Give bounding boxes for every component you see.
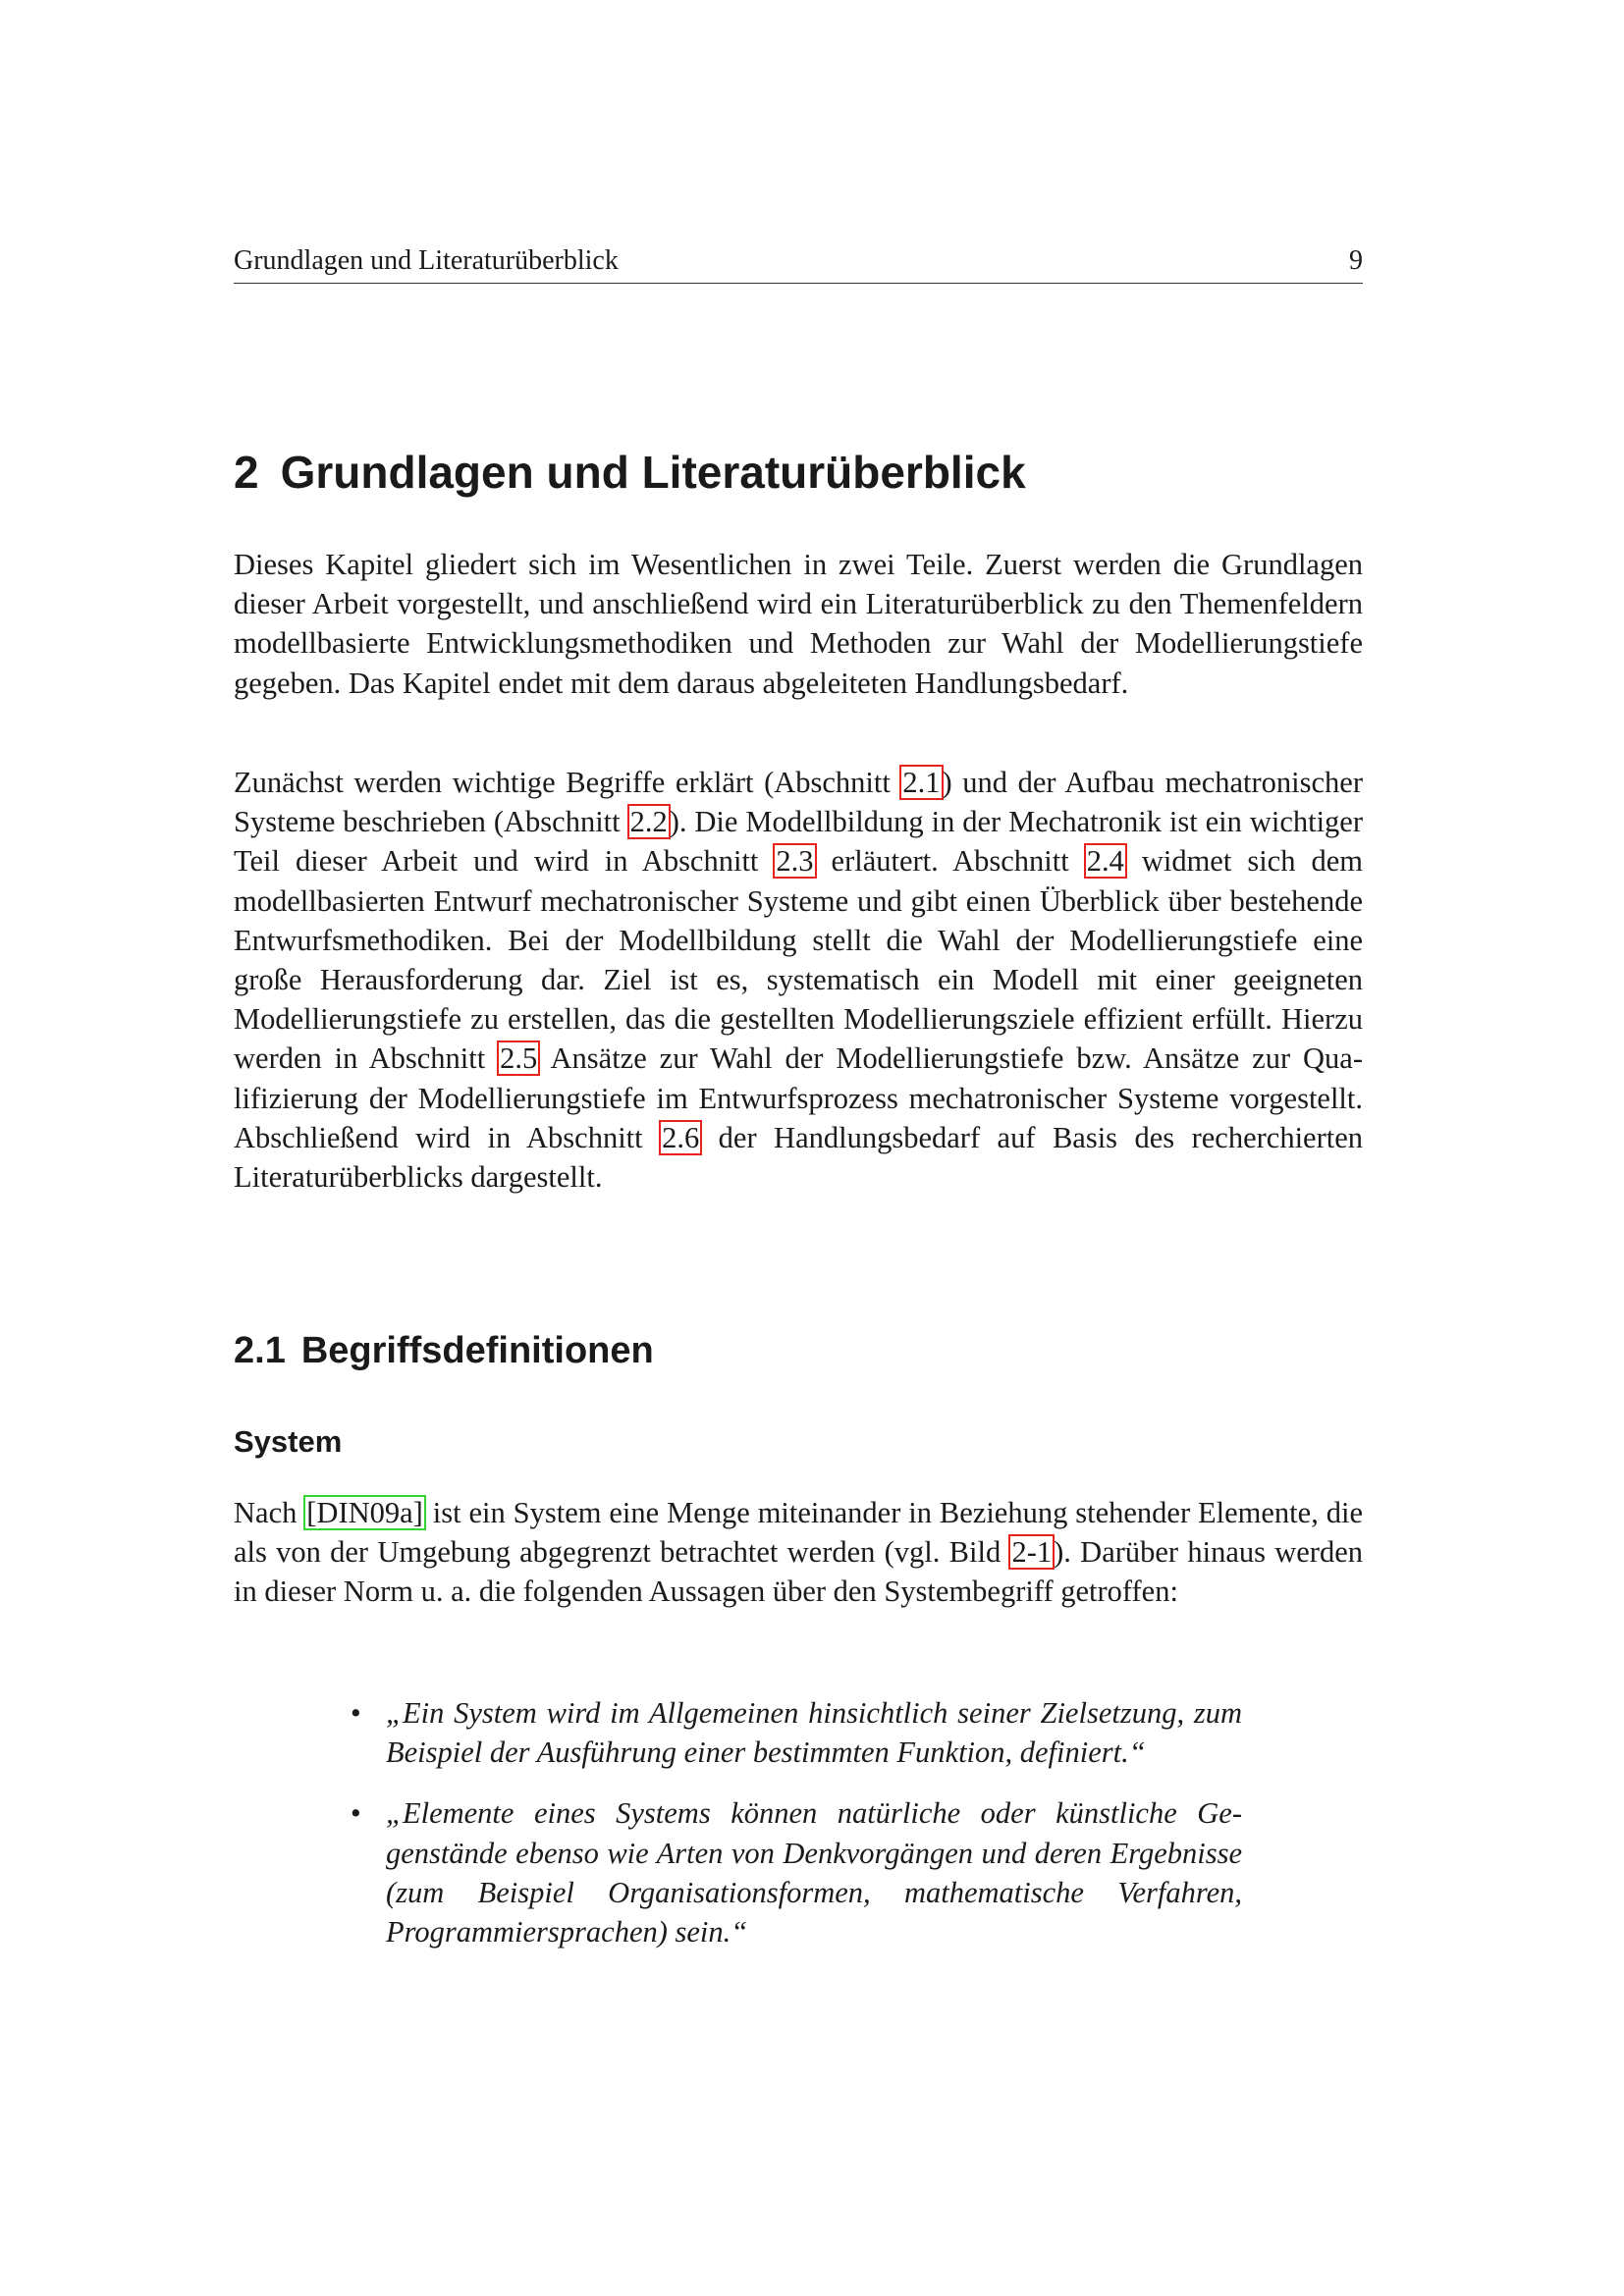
figure-link-2-1[interactable]: 2-1 [1011,1535,1053,1570]
overview-text: erläutert. Abschnitt [815,844,1085,879]
section-number: 2.1 [234,1330,286,1371]
section-heading [234,1327,654,1374]
section-link-2-5[interactable]: 2.5 [500,1041,538,1076]
overview-text: widmet sich dem modellbasierten Entwurf mechatronischer Systeme und gibt einen Überblick über bestehende Entwurfsmethodiken. Bei der Modellbildung stellt die Wahl der Modellierungstiefe eine große Herausforderung dar. Ziel ist es, systematisch ein Modell mit einer geeigneten Modellierungstiefe zu erstellen, das die gestellten Modellierungsziele effizient erfüllt. Hierzu werden in Abschnitt [234,844,1363,1076]
list-item [351,1693,1242,1772]
overview-text: der Handlungsbedarf auf Basis des recherchierten Literaturüberblicks dargestellt. [234,1120,1363,1195]
quote-text: „Ein System wird im Allgemeinen hinsichtlich seiner Zielsetzung, zum Beispiel der Ausführung einer bestimmten Funktion, definiert.“ [386,1696,1242,1770]
running-header-title: Grundlagen und Literaturüberblick [234,245,619,276]
running-header [234,245,1363,284]
overview-text: ). Die Modellbildung in der Mechatronik ist ein wichtiger Teil dieser Arbeit und wird in Abschnitt [234,805,1364,879]
system-paragraph [234,1493,1363,1612]
list-item [351,1793,1242,1951]
system-text: ist ein System eine Menge miteinander in Beziehung stehender Elemente, die als von der Umgebung abgegrenzt betrachtet werden (vgl. Bild [234,1496,1363,1570]
chapter-title: Grundlagen und Literaturüberblick [280,447,1026,498]
system-text: ). Darüber hinaus werden in dieser Norm u. a. die folgenden Aussagen über den Systembegriff getroffen: [234,1535,1363,1609]
section-link-2-3[interactable]: 2.3 [776,844,814,879]
citation-link-din09a[interactable]: [DIN09a] [306,1496,423,1529]
section-title: Begriffsdefinitionen [300,1330,654,1371]
section-link-2-2[interactable]: 2.2 [629,805,668,839]
system-text: Nach [234,1496,305,1529]
overview-text: ) und der Aufbau mechatronischer Systeme beschrieben (Abschnitt [234,766,1363,839]
bullet-icon: • [351,1796,361,1831]
overview-text: Ansätze zur Wahl der Modellierungstiefe bzw. Ansätze zur Qualifizierung der Modellierungstiefe im Entwurfsprozess mechatronischer Systeme vorgestellt. Abschließend wird in Abschnitt [234,1041,1364,1154]
intro-paragraph: Dieses Kapitel gliedert sich im Wesentlichen in zwei Teile. Zuerst werden die Grundlagen dieser Arbeit vorgestellt, und anschließend wird ein Literaturüberblick zu den Themenfeldern modellbasierte Entwicklungsmethodiken und Methoden zur Wahl der Modellierungstiefe gegeben. Das Kapitel endet mit dem daraus abgeleiteten Handlungsbedarf. [234,548,1363,700]
quote-text: „Elemente eines Systems können natürliche oder künstliche Gegenstände ebenso wie Arten von Denkvorgängen und deren Ergebnisse (zum Beispiel Organisationsformen, mathematische Verfahren, Programmiersprachen) sein.“ [386,1796,1242,1949]
overview-paragraph [234,763,1363,1197]
section-link-2-6[interactable]: 2.6 [662,1120,700,1154]
section-link-2-1[interactable]: 2.1 [902,766,941,799]
chapter-heading [234,444,1026,501]
section-link-2-4[interactable]: 2.4 [1086,844,1124,879]
bullet-icon: • [351,1696,361,1730]
chapter-number: 2 [234,447,259,498]
subsection-heading: System [234,1424,343,1459]
quote-list [351,1693,1242,1973]
page-number: 9 [1349,245,1363,276]
overview-text: Zunächst werden wichtige Begriffe erklärt (Abschnitt [234,766,901,799]
